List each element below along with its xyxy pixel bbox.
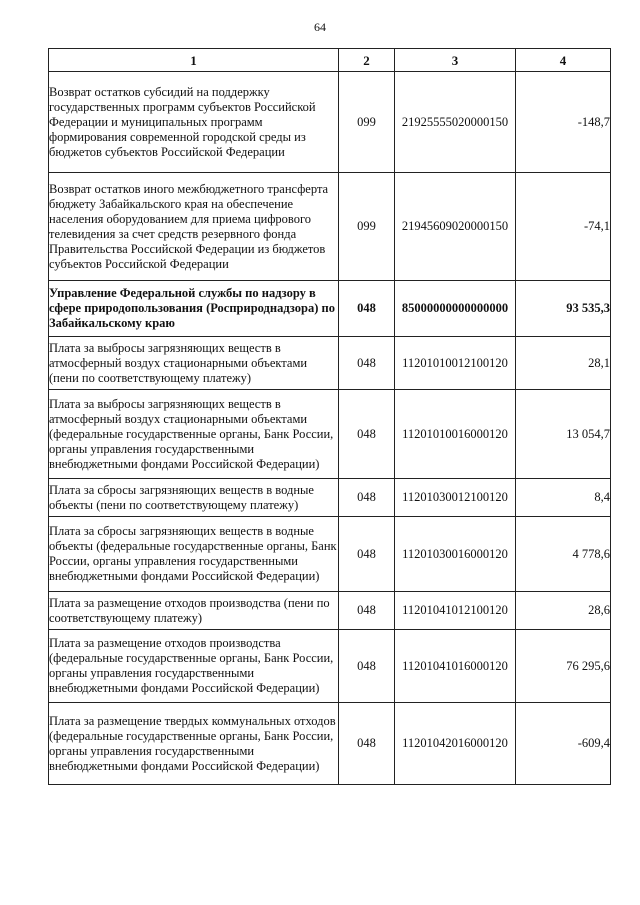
row-amount: 8,4	[516, 479, 611, 517]
row-amount: 93 535,3	[516, 281, 611, 337]
row-name: Плата за размещение отходов производства (федеральные государственные органы, Банк России, органы управления государственными внебюджетными фондами Российской Федерации)	[49, 630, 339, 703]
row-amount: -148,7	[516, 72, 611, 173]
row-name: Плата за выбросы загрязняющих веществ в атмосферный воздух стационарными объектами (федеральные государственные органы, Банк России, органы управления государственными внебюджетными фондами Российской Федерации)	[49, 390, 339, 479]
table-row	[49, 281, 611, 337]
header-col-1: 1	[49, 49, 339, 72]
row-name: Плата за выбросы загрязняющих веществ в атмосферный воздух стационарными объектами (пени по соответствующему платежу)	[49, 337, 339, 390]
table-header	[49, 49, 611, 72]
row-revenue-code: 21945609020000150	[395, 173, 516, 281]
row-revenue-code: 21925555020000150	[395, 72, 516, 173]
header-col-2: 2	[339, 49, 395, 72]
row-amount: 28,6	[516, 592, 611, 630]
row-amount: -74,1	[516, 173, 611, 281]
row-name: Плата за размещение твердых коммунальных отходов (федеральные государственные органы, Банк России, органы управления государственными внебюджетными фондами Российской Федерации)	[49, 703, 339, 785]
row-admin-code: 099	[339, 72, 395, 173]
row-amount: 4 778,6	[516, 517, 611, 592]
row-admin-code: 099	[339, 173, 395, 281]
row-revenue-code: 85000000000000000	[395, 281, 516, 337]
table-row	[49, 592, 611, 630]
row-admin-code: 048	[339, 337, 395, 390]
header-col-3: 3	[395, 49, 516, 72]
row-revenue-code: 11201030016000120	[395, 517, 516, 592]
table-row	[49, 390, 611, 479]
row-name: Управление Федеральной службы по надзору в сфере природопользования (Росприроднадзора) по Забайкальскому краю	[49, 281, 339, 337]
row-amount: 76 295,6	[516, 630, 611, 703]
table-row	[49, 337, 611, 390]
row-amount: 13 054,7	[516, 390, 611, 479]
row-admin-code: 048	[339, 281, 395, 337]
table-row	[49, 72, 611, 173]
page-number: 64	[314, 20, 326, 34]
header-col-4: 4	[516, 49, 611, 72]
row-name: Плата за размещение отходов производства (пени по соответствующему платежу)	[49, 592, 339, 630]
row-revenue-code: 11201030012100120	[395, 479, 516, 517]
row-revenue-code: 11201010012100120	[395, 337, 516, 390]
row-amount: -609,4	[516, 703, 611, 785]
row-admin-code: 048	[339, 390, 395, 479]
row-amount: 28,1	[516, 337, 611, 390]
table-body	[49, 72, 611, 785]
row-name: Возврат остатков субсидий на поддержку государственных программ субъектов Российской Федерации и муниципальных программ формирования современной городской среды из бюджетов субъектов Российской Федерации	[49, 72, 339, 173]
budget-table	[48, 48, 611, 785]
row-admin-code: 048	[339, 517, 395, 592]
row-revenue-code: 11201010016000120	[395, 390, 516, 479]
row-revenue-code: 11201041012100120	[395, 592, 516, 630]
table-row	[49, 479, 611, 517]
table-row	[49, 173, 611, 281]
table-row	[49, 517, 611, 592]
row-revenue-code: 11201042016000120	[395, 703, 516, 785]
row-admin-code: 048	[339, 630, 395, 703]
row-admin-code: 048	[339, 592, 395, 630]
row-name: Плата за сбросы загрязняющих веществ в водные объекты (пени по соответствующему платежу)	[49, 479, 339, 517]
table-row	[49, 703, 611, 785]
header-row	[49, 49, 611, 72]
row-revenue-code: 11201041016000120	[395, 630, 516, 703]
row-admin-code: 048	[339, 703, 395, 785]
row-name: Возврат остатков иного межбюджетного трансферта бюджету Забайкальского края на обеспечение населения оборудованием для приема цифрового телевидения за счет средств резервного фонда Правительства Российской Федерации из бюджетов субъектов Российской Федерации	[49, 173, 339, 281]
row-name: Плата за сбросы загрязняющих веществ в водные объекты (федеральные государственные органы, Банк России, органы управления государственными внебюджетными фондами Российской Федерации)	[49, 517, 339, 592]
table-row	[49, 630, 611, 703]
row-admin-code: 048	[339, 479, 395, 517]
